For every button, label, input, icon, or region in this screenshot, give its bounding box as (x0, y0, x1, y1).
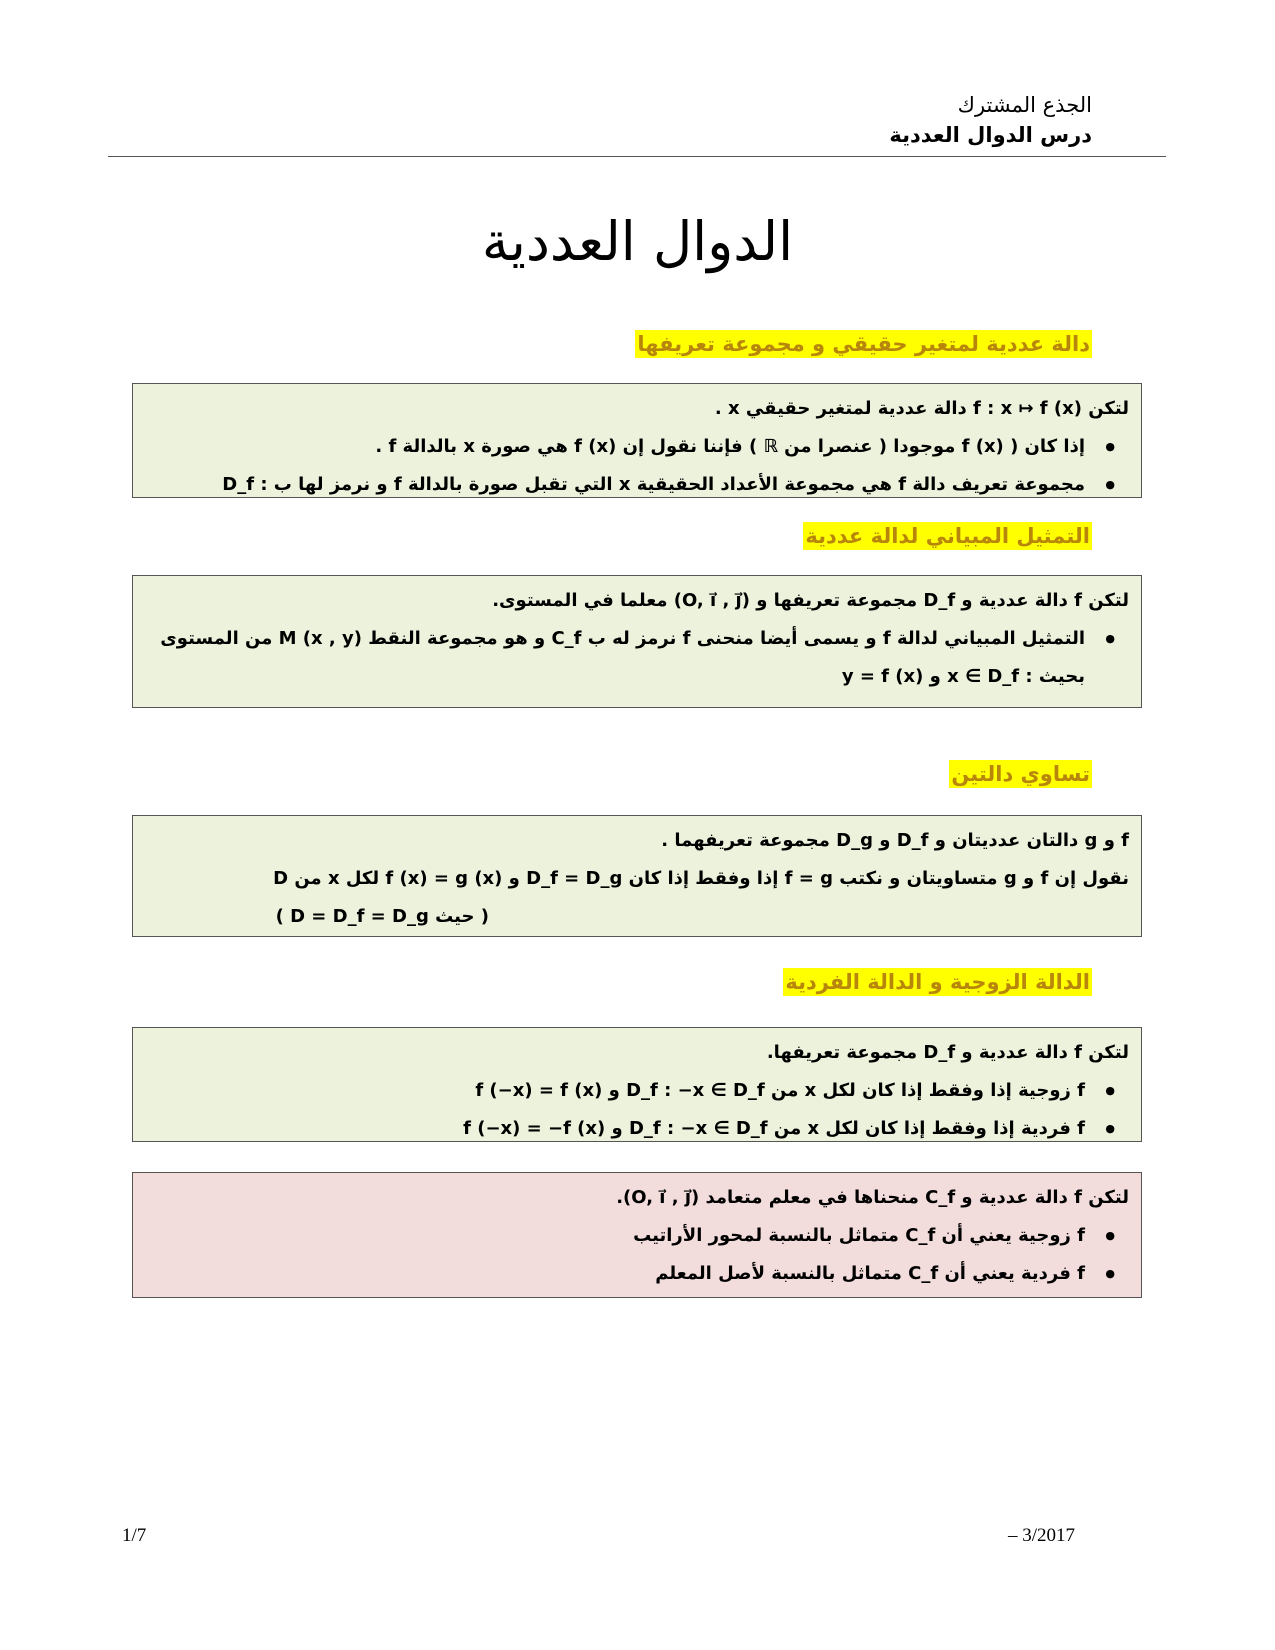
lesson-name: درس الدوال العددية (889, 123, 1092, 147)
definition-box-3 (132, 815, 1142, 937)
box4-line-1: لتكن f دالة عددية و D_f مجموعة تعريفها. (766, 1042, 1129, 1063)
box2-bullet-1-cont: بحيث : x ∈ D_f و y = f (x) (841, 666, 1085, 687)
footer-date: – 3/2017 (1008, 1525, 1076, 1546)
course-name: الجذع المشترك (957, 93, 1092, 117)
box4-bullet-2: ● f فردية إذا وفقط إذا كان لكل x من D_f : −x ∈ D_f و f (−x) = −f (x) (145, 1110, 1129, 1148)
definition-box-2 (132, 575, 1142, 708)
box3-line-1: f و g دالتان عدديتان و D_f و D_g مجموعة تعريفهما . (661, 830, 1129, 851)
box2-line-1: لتكن f دالة عددية و D_f مجموعة تعريفها و (O, i⃗ , j⃗) معلما في المستوى. (492, 590, 1129, 611)
footer-page-number: 1/7 (122, 1525, 147, 1546)
box5-line-1: لتكن f دالة عددية و C_f منحناها في معلم متعامد (O, i⃗ , j⃗). (616, 1187, 1129, 1208)
box3-line-2: نقول إن f و g متساويتان و نكتب f = g إذا وفقط إذا كان D_f = D_g و f (x) = g (x) لكل x من D (273, 868, 1129, 889)
box2-bullet-1: ● التمثيل المبياني لدالة f و يسمى أيضا منحنى f نرمز له ب C_f و هو مجموعة النقط M (x , y) من المستوى (145, 620, 1129, 658)
box1-bullet-1: ● إذا كان ( f (x) موجودا ( عنصرا من ℝ ) فإننا نقول إن f (x) هي صورة x بالدالة f . (145, 428, 1129, 466)
definition-box-4 (132, 1027, 1142, 1142)
box1-line-1: لتكن f : x ↦ f (x) دالة عددية لمتغير حقيقي x . (714, 398, 1129, 419)
definition-box-1 (132, 383, 1142, 498)
box4-bullet-1: ● f زوجية إذا وفقط إذا كان لكل x من D_f : −x ∈ D_f و f (−x) = f (x) (145, 1072, 1129, 1110)
section-heading-4: الدالة الزوجية و الدالة الفردية (785, 970, 1090, 994)
page-header (889, 90, 1092, 150)
property-box (132, 1172, 1142, 1298)
section-heading-2: التمثيل المبياني لدالة عددية (805, 524, 1090, 548)
box3-line-3: ( حيث D = D_f = D_g ) (275, 906, 489, 927)
section-heading-1: دالة عددية لمتغير حقيقي و مجموعة تعريفها (637, 332, 1090, 356)
page-title: الدوال العددية (481, 210, 794, 273)
box1-bullet-2: ● مجموعة تعريف دالة f هي مجموعة الأعداد الحقيقية x التي تقبل صورة بالدالة f و نرمز لها ب : D_f (145, 466, 1129, 504)
box5-bullet-2: ● f فردية يعني أن C_f متماثل بالنسبة لأصل المعلم (145, 1255, 1129, 1293)
section-heading-3: تساوي دالتين (951, 762, 1090, 786)
header-divider (108, 156, 1166, 157)
box5-bullet-1: ● f زوجية يعني أن C_f متماثل بالنسبة لمحور الأراتيب (145, 1217, 1129, 1255)
